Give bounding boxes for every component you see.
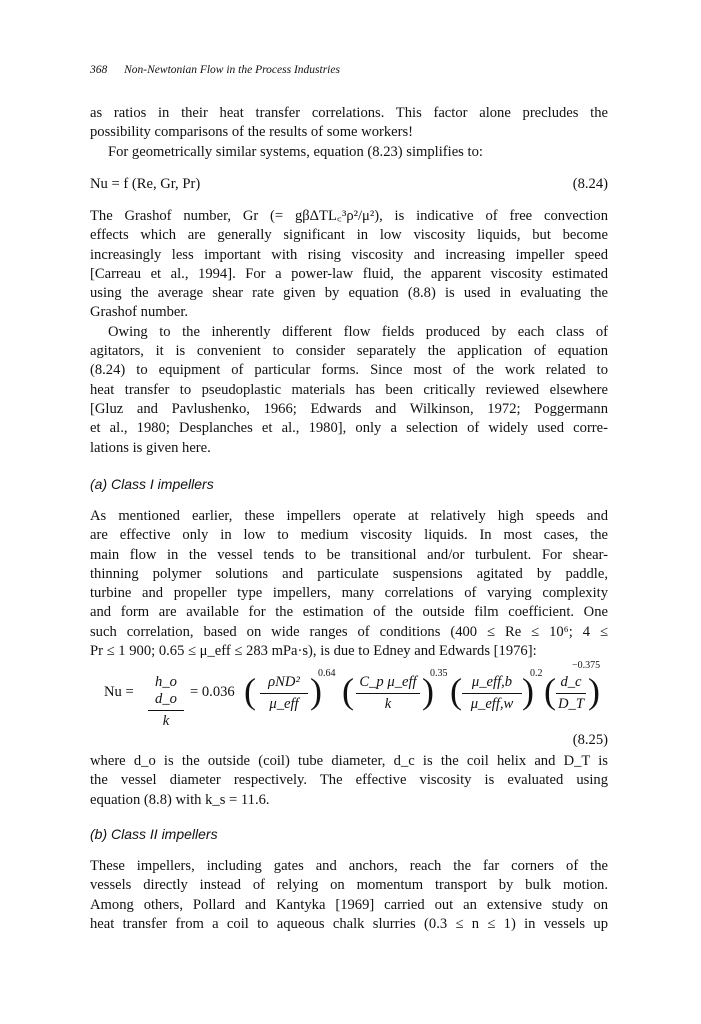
text-line: equation (8.8) with k_s = 11.6. xyxy=(90,791,270,808)
running-header xyxy=(90,64,340,76)
text-line: These impellers, including gates and anchors, reach the far corners of the xyxy=(90,858,608,874)
text-line: such correlation, based on wide ranges of conditions (400 ≤ Re ≤ 10⁶; 4 ≤ xyxy=(90,623,608,640)
exponent: 0.64 xyxy=(318,668,336,679)
eq-lhs: Nu = xyxy=(104,684,134,700)
text-line: The Grashof number, Gr (= gβΔTL꜀³ρ²/μ²), is indicative of free convection xyxy=(90,208,608,224)
text-line: As mentioned earlier, these impellers operate at relatively high speeds and xyxy=(90,508,608,524)
exponent: 0.35 xyxy=(430,668,448,679)
text-line: the vessel diameter respectively. The effective viscosity is evaluated using xyxy=(90,772,608,789)
paragraph-1 xyxy=(90,104,608,162)
text-line: possibility comparisons of the results of some workers! xyxy=(90,124,414,141)
paragraph-where xyxy=(90,752,608,810)
fraction-hodo-k: h_o d_o k xyxy=(148,674,184,730)
text-line: where d_o is the outside (coil) tube diameter, d_c is the coil helix and D_T is xyxy=(90,753,608,769)
equation-8-25: Nu = h_o d_o k = 0.036 ( ρND² μ_eff ) 0.64 ( C_p μ_eff k ) 0.35 ( μ_eff,b μ_eff,w ) 0.2 ( d_c D_T ) −0.375 xyxy=(104,660,601,729)
text-line: For geometrically similar systems, equation (8.23) simplifies to: xyxy=(108,143,483,160)
running-title: Non-Newtonian Flow in the Process Industries xyxy=(124,64,340,76)
paragraph-class-i xyxy=(90,507,608,661)
text-line: are effective only in low to medium viscosity liquids. In most cases, the xyxy=(90,527,608,544)
text-line: (8.24) to equipment of particular forms. Since most of the work related to xyxy=(90,362,608,379)
text-line: [Gluz and Pavlushenko, 1966; Edwards and Wilkinson, 1972; Poggermann xyxy=(90,400,608,417)
exponent: −0.375 xyxy=(572,660,601,671)
text-line: using the average shear rate given by equation (8.8) is used in evaluating the xyxy=(90,285,608,302)
text-line: Pr ≤ 1 900; 0.65 ≤ μ_eff ≤ 283 mPa·s), is due to Edney and Edwards [1976]: xyxy=(90,643,537,660)
text-line: effects which are generally significant in low viscosity liquids, but become xyxy=(90,227,608,244)
section-heading-class-i: (a) Class I impellers xyxy=(90,476,214,492)
text-line: and form are available for the estimation of the outside film coefficient. One xyxy=(90,604,608,621)
fraction-viscosity-ratio: μ_eff,b μ_eff,w xyxy=(462,674,522,713)
text-line: vessels directly instead of relying on momentum transport by bulk motion. xyxy=(90,877,608,894)
paragraph-class-ii xyxy=(90,857,608,934)
page-number: 368 xyxy=(90,64,108,76)
text-line: lations is given here. xyxy=(90,439,211,456)
equation-number: (8.24) xyxy=(572,176,608,192)
text-line: agitators, it is convenient to consider separately the application of equation xyxy=(90,343,608,360)
equation-number: (8.25) xyxy=(572,732,608,748)
equation-8-24 xyxy=(90,176,608,193)
exponent: 0.2 xyxy=(530,668,543,679)
text-line: heat transfer from a coil to aqueous chalk slurries (0.3 ≤ n ≤ 1) in vessels up xyxy=(90,915,608,932)
text-line: as ratios in their heat transfer correlations. This factor alone precludes the xyxy=(90,105,608,121)
text-line: Grashof number. xyxy=(90,304,189,321)
paragraph-grashof xyxy=(90,207,608,458)
equation-text: Nu = f (Re, Gr, Pr) xyxy=(90,176,201,192)
text-line: heat transfer to pseudoplastic materials has been critically reviewed elsewhere xyxy=(90,381,608,398)
text-line: [Carreau et al., 1994]. For a power-law fluid, the apparent viscosity estimated xyxy=(90,265,608,282)
text-line: Owing to the inherently different flow fields produced by each class of xyxy=(108,323,608,340)
text-line: main flow in the vessel tends to be transitional and/or turbulent. For shear- xyxy=(90,546,608,563)
text-line: thinning polymer solutions and particulate suspensions agitated by paddle, xyxy=(90,565,608,582)
eq-coefficient: = 0.036 xyxy=(190,684,235,700)
text-line: Among others, Pollard and Kantyka [1969] carried out an extensive study on xyxy=(90,896,608,913)
fraction-diameter-ratio: d_c D_T xyxy=(556,674,586,713)
text-line: increasingly less important with rising viscosity and increasing impeller speed xyxy=(90,246,608,263)
text-line: turbine and propeller type impellers, many correlations of varying complexity xyxy=(90,585,608,602)
section-heading-class-ii: (b) Class II impellers xyxy=(90,826,218,842)
fraction-prandtl: C_p μ_eff k xyxy=(356,674,420,713)
fraction-reynolds: ρND² μ_eff xyxy=(260,674,308,713)
text-line: et al., 1980; Desplanches et al., 1980], only a selection of widely used corre- xyxy=(90,420,608,437)
